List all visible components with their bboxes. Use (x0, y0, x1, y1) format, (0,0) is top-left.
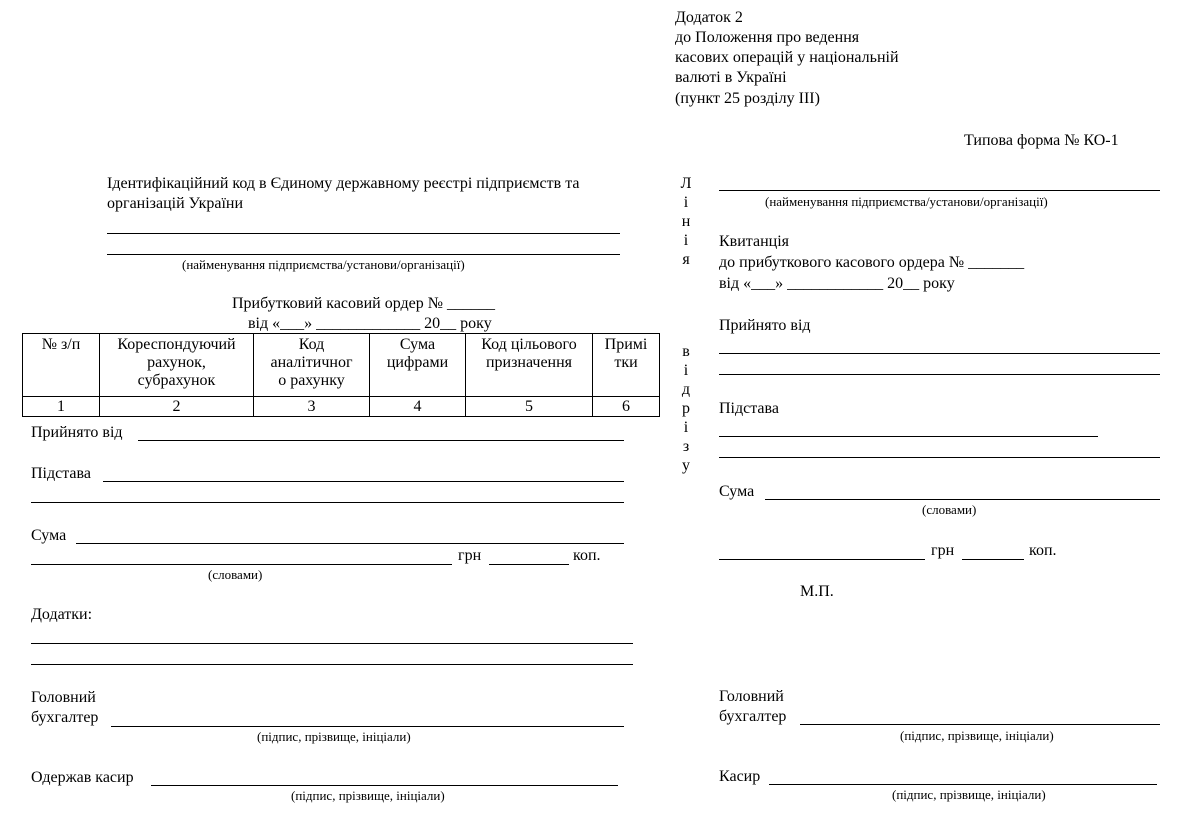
cut-letter: н (681, 213, 691, 230)
receipt-order-number: до прибуткового касового ордера № _______ (719, 254, 1025, 271)
stamp-label: М.П. (800, 583, 834, 600)
id-code-label: Ідентифікаційний код в Єдиному державному реєстрі підприємств та (107, 175, 580, 192)
receipt-date: від «___» ____________ 20__ року (719, 275, 955, 292)
chief-accountant-line[interactable] (111, 726, 624, 727)
cut-letter: і (683, 232, 689, 249)
chief-accountant-label-right: Головний (719, 688, 784, 705)
table-col-number: 6 (622, 398, 630, 415)
basis-label: Підстава (31, 465, 91, 482)
sum-label: Сума (31, 527, 67, 544)
table-header: Сума цифрами (386, 336, 449, 371)
receipt-title: Квитанція (719, 233, 790, 250)
in-words-caption: (словами) (208, 567, 263, 582)
received-from-label-right: Прийнято від (719, 317, 811, 334)
order-title: Прибутковий касовий ордер № ______ (232, 295, 495, 312)
received-from-line-right-2[interactable] (719, 374, 1160, 375)
id-code-label-2: організацій України (107, 195, 244, 212)
cut-letter: я (682, 251, 690, 268)
received-from-line-right[interactable] (719, 353, 1160, 354)
cut-letter: і (683, 419, 689, 436)
kop-label-right: коп. (1029, 542, 1057, 559)
annex-line: (пункт 25 розділу ІІІ) (675, 90, 820, 107)
annex-line: Додаток 2 (675, 9, 743, 26)
annex-line: валюті в Україні (675, 69, 787, 86)
chief-accountant-label-2: бухгалтер (31, 709, 99, 726)
sum-line-2[interactable] (31, 564, 452, 565)
org-caption-right: (найменування підприємства/установи/організації) (765, 194, 1048, 209)
basis-label-right: Підстава (719, 400, 779, 417)
annex-line: до Положення про ведення (675, 29, 860, 46)
chief-accountant-line-right[interactable] (800, 724, 1160, 725)
basis-line-right[interactable] (719, 436, 1098, 437)
table-col-number: 1 (57, 398, 65, 415)
basis-line-2[interactable] (31, 502, 624, 503)
table-col-number: 5 (525, 398, 533, 415)
attachments-line[interactable] (31, 643, 633, 644)
cut-letter: і (683, 194, 689, 211)
chief-accountant-label-right-2: бухгалтер (719, 708, 787, 725)
table-col-number: 3 (307, 398, 316, 415)
order-table (22, 333, 660, 417)
table-col-number: 4 (413, 398, 422, 415)
table-header: № з/п (41, 336, 81, 353)
cut-letter: з (682, 438, 690, 455)
received-from-line[interactable] (138, 440, 624, 441)
cut-letter: в (682, 343, 690, 360)
in-words-caption-right: (словами) (922, 502, 977, 517)
uah-label-right: грн (931, 542, 955, 559)
attachments-line-2[interactable] (31, 664, 633, 665)
basis-line[interactable] (103, 481, 624, 482)
form-type: Типова форма № КО-1 (964, 132, 1119, 149)
basis-line-right-2[interactable] (719, 457, 1160, 458)
kop-line-right[interactable] (962, 559, 1024, 560)
cut-letter: д (681, 381, 691, 398)
sum-label-right: Сума (719, 483, 755, 500)
received-cashier-line[interactable] (151, 785, 618, 786)
sum-line-right[interactable] (765, 499, 1160, 500)
received-from-label: Прийнято від (31, 424, 123, 441)
signature-caption-right: (підпис, прізвище, ініціали) (900, 728, 1054, 743)
cashier-line-right[interactable] (769, 784, 1157, 785)
order-date: від «___» _____________ 20__ року (248, 315, 492, 332)
attachments-label: Додатки: (31, 606, 93, 623)
id-code-line[interactable] (107, 233, 620, 234)
signature-caption: (підпис, прізвище, ініціали) (257, 729, 411, 744)
table-header: Код аналітичног о рахунку (270, 336, 353, 389)
table-header: Код цільового призначення (481, 336, 577, 371)
uah-line-right[interactable] (719, 559, 925, 560)
kop-line[interactable] (489, 564, 569, 565)
uah-label: грн (458, 547, 482, 564)
chief-accountant-label: Головний (31, 689, 96, 706)
org-caption: (найменування підприємства/установи/організації) (182, 257, 465, 272)
cut-letter: р (682, 400, 690, 417)
cut-letter: Л (680, 175, 692, 192)
cashier-label-right: Касир (719, 768, 761, 785)
sum-line[interactable] (76, 543, 624, 544)
org-name-line[interactable] (107, 254, 620, 255)
received-cashier-label: Одержав касир (31, 769, 134, 786)
kop-label: коп. (573, 547, 601, 564)
signature-caption-right: (підпис, прізвище, ініціали) (892, 787, 1046, 802)
annex-line: касових операцій у національній (675, 49, 899, 66)
signature-caption: (підпис, прізвище, ініціали) (291, 788, 445, 803)
org-name-line-right[interactable] (719, 190, 1160, 191)
table-header: Кореспондуючий рахунок, субрахунок (117, 336, 236, 389)
cut-letter: у (682, 457, 690, 474)
cut-letter: і (683, 362, 689, 379)
table-col-number: 2 (172, 398, 181, 415)
table-header: Примі тки (604, 336, 648, 371)
